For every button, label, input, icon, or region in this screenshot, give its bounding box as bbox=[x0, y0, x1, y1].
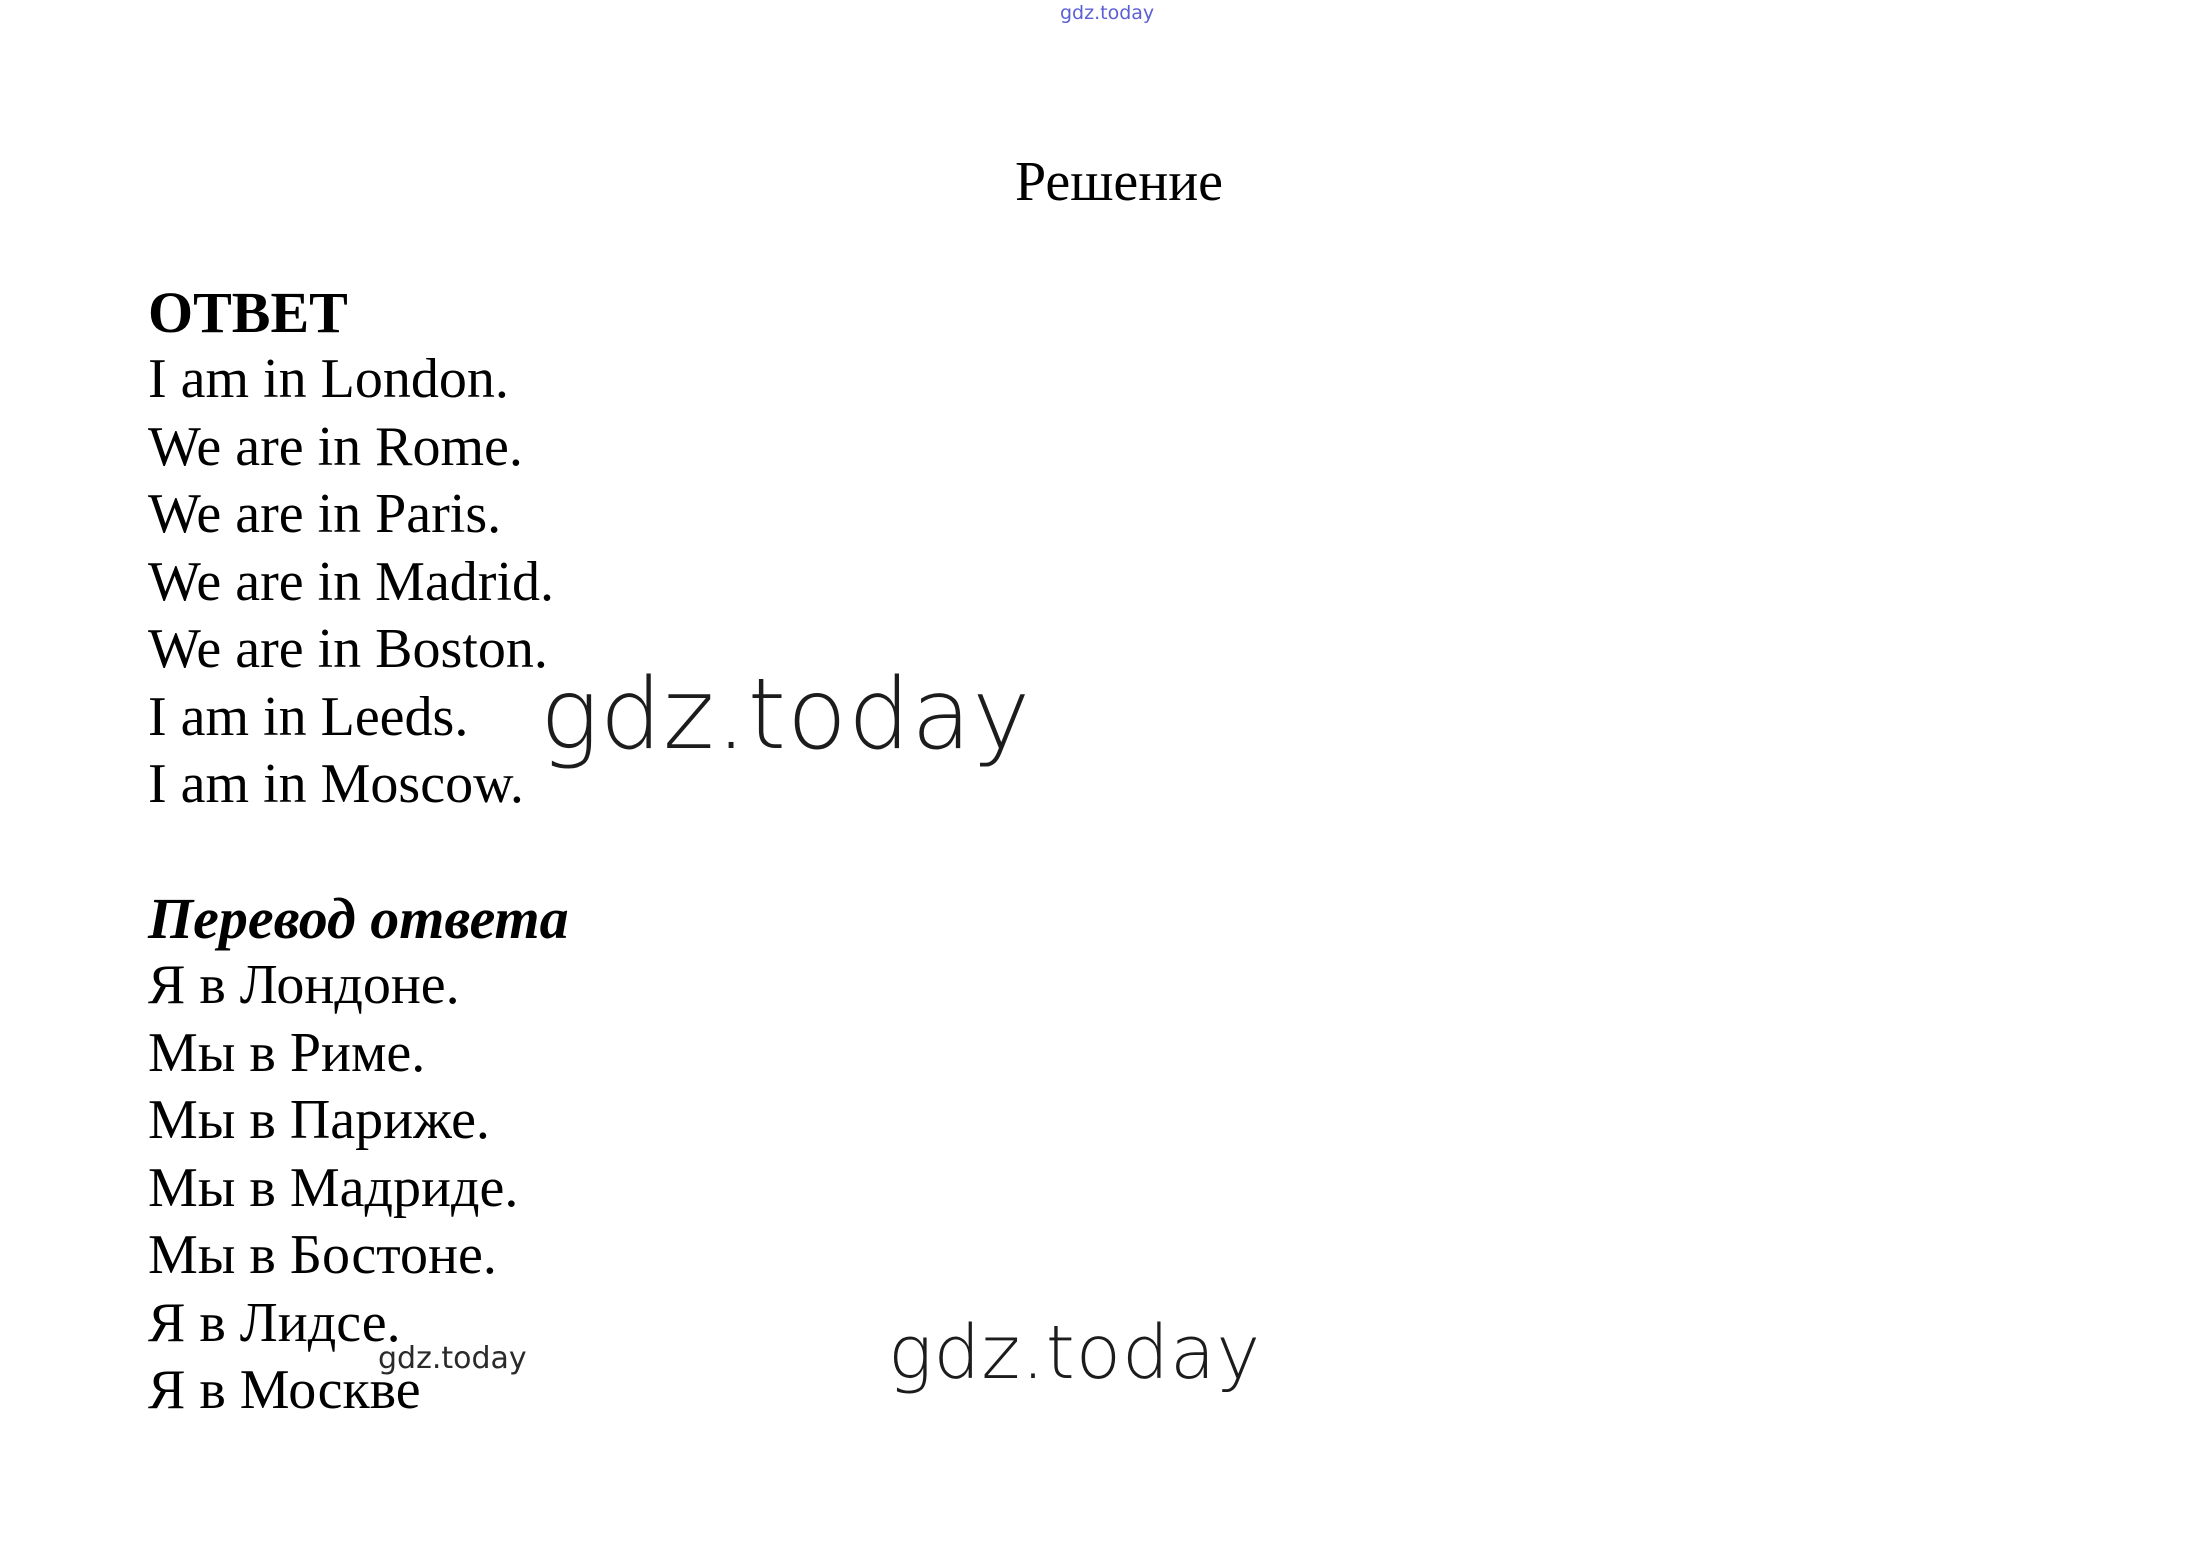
translation-line: Я в Лондоне. bbox=[148, 954, 460, 1016]
translation-line: Я в Москве bbox=[148, 1359, 421, 1421]
watermark-top: gdz.today bbox=[1060, 2, 1155, 24]
watermark-middle: gdz.today bbox=[540, 658, 1032, 772]
answer-heading: ОТВЕТ bbox=[148, 280, 348, 345]
translation-line: Мы в Бостоне. bbox=[148, 1224, 497, 1286]
watermark-small: gdz.today bbox=[378, 1341, 527, 1376]
page-title: Решение bbox=[1015, 151, 1224, 213]
watermark-bottom: gdz.today bbox=[888, 1310, 1262, 1396]
answer-line: I am in Leeds. bbox=[148, 685, 469, 748]
answer-section bbox=[148, 280, 554, 819]
translation-line: Мы в Париже. bbox=[148, 1089, 490, 1151]
answer-line: I am in Moscow. bbox=[148, 753, 524, 815]
answer-line: I am in London. bbox=[148, 348, 509, 410]
answer-line: We are in Madrid. bbox=[148, 550, 554, 613]
answer-line: We are in Paris. bbox=[148, 483, 502, 545]
answer-line: We are in Boston. bbox=[148, 618, 548, 680]
translation-line: Мы в Риме. bbox=[148, 1021, 426, 1084]
translation-heading: Перевод ответа bbox=[148, 886, 569, 951]
answer-line: We are in Rome. bbox=[148, 415, 523, 478]
translation-line: Мы в Мадриде. bbox=[148, 1156, 519, 1219]
translation-line: Я в Лидсе. bbox=[148, 1291, 401, 1354]
